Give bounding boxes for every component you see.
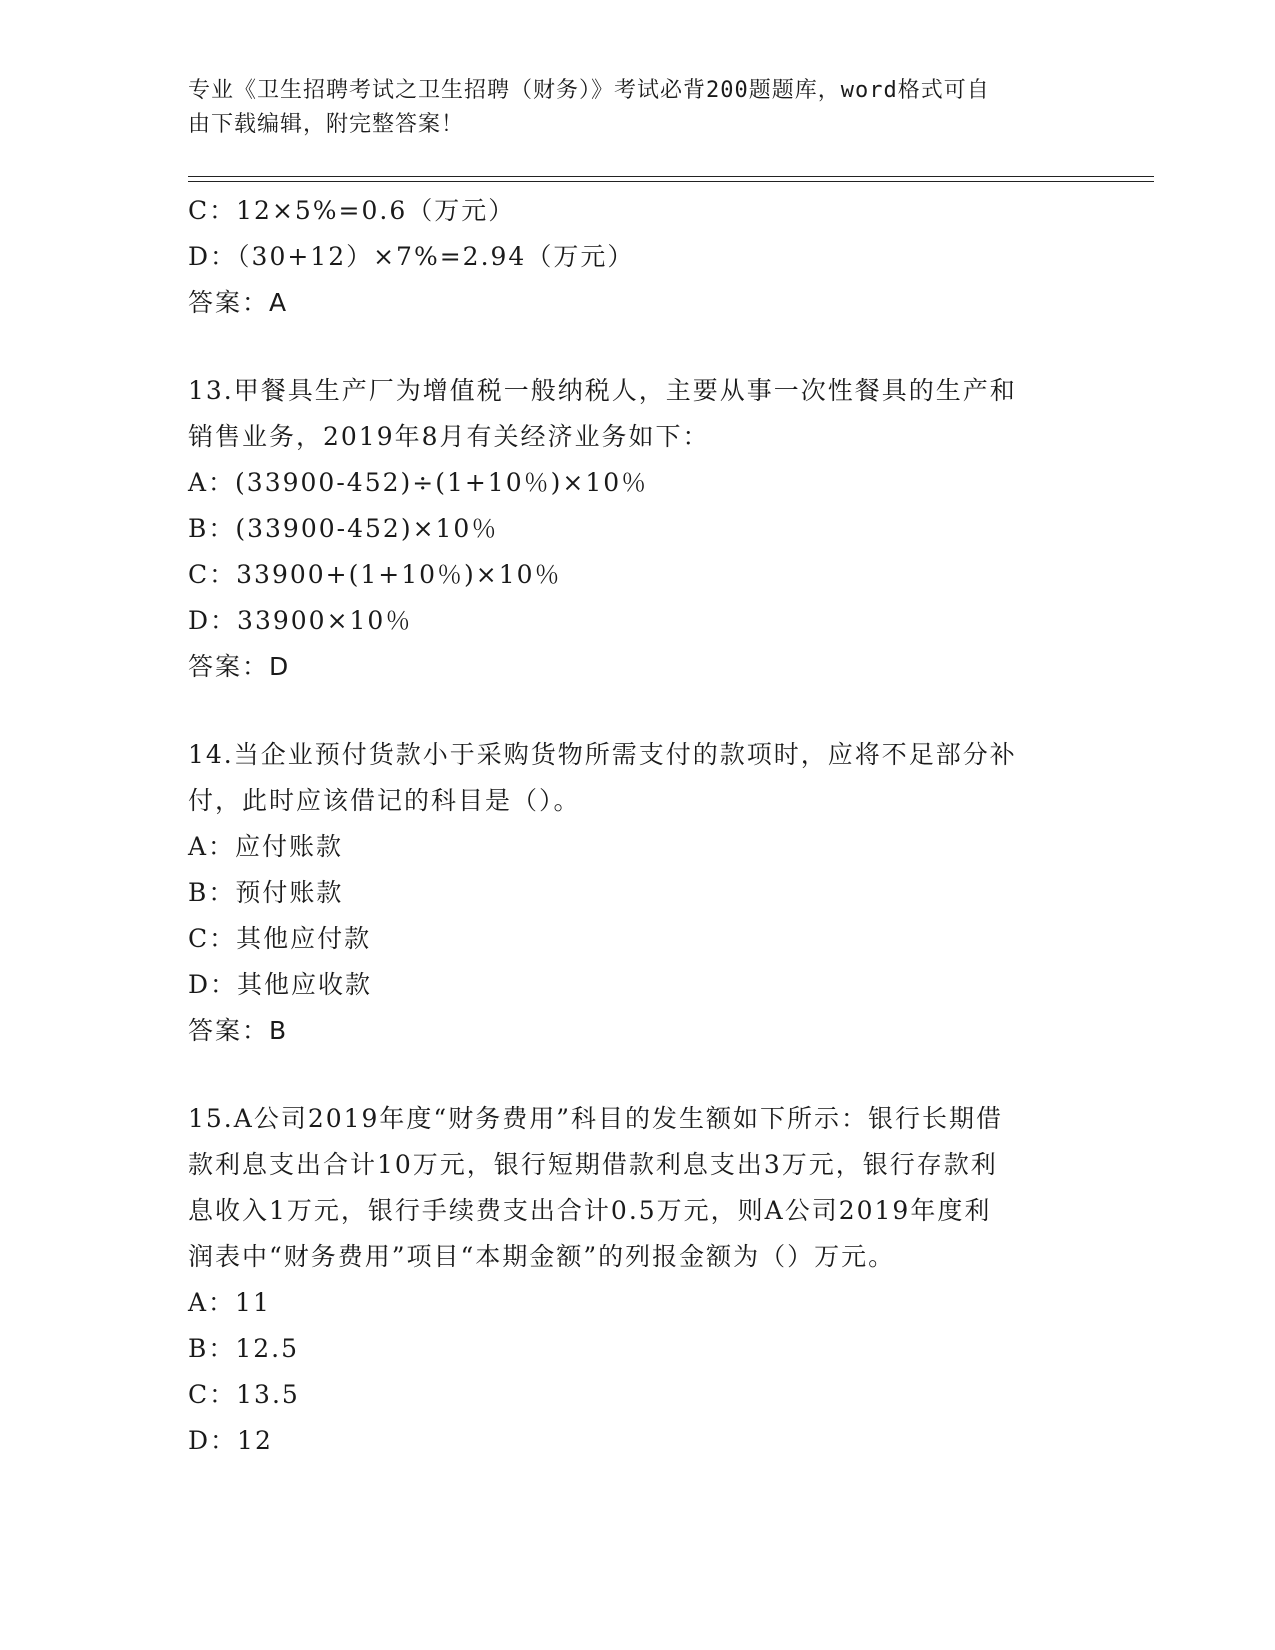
question-stem: 润表中“财务费用”项目“本期金额”的列报金额为（）万元。 (188, 1242, 896, 1271)
option-d: D：其他应收款 (188, 970, 373, 999)
header-rule-top (188, 176, 1154, 177)
question-stem: 14.当企业预付货款小于采购货物所需支付的款项时，应将不足部分补 (188, 740, 1017, 769)
document-body (188, 188, 1088, 1464)
question-stem: 款利息支出合计10万元，银行短期借款利息支出3万元，银行存款利 (188, 1150, 998, 1179)
header-rule-bottom (188, 181, 1154, 182)
question-stem: 销售业务，2019年8月有关经济业务如下： (188, 422, 710, 451)
answer: 答案：D (188, 652, 291, 681)
question-stem: 13.甲餐具生产厂为增值税一般纳税人，主要从事一次性餐具的生产和 (188, 376, 1017, 405)
document-header (188, 74, 1068, 142)
answer: 答案：B (188, 1016, 289, 1045)
option-a: A：应付账款 (188, 832, 344, 861)
header-line-2: 由下载编辑，附完整答案！ (188, 112, 465, 137)
option-c: C：12×5%=0.6（万元） (188, 196, 516, 225)
previous-question-tail (188, 188, 1088, 326)
question-stem: 15.A公司2019年度“财务费用”科目的发生额如下所示：银行长期借 (188, 1104, 1003, 1133)
header-line-1: 专业《卫生招聘考试之卫生招聘（财务）》考试必背200题题库，word格式可自 (188, 78, 990, 103)
option-a: A：11 (188, 1288, 271, 1317)
question-stem: 息收入1万元，银行手续费支出合计0.5万元，则A公司2019年度利 (188, 1196, 992, 1225)
option-d: D：（30+12）×7%=2.94（万元） (188, 242, 635, 271)
option-d: D：12 (188, 1426, 273, 1455)
option-c: C：其他应付款 (188, 924, 372, 953)
option-b: B：预付账款 (188, 878, 344, 907)
option-b: B：(33900-452)×10％ (188, 514, 499, 543)
option-c: C：33900+(1+10％)×10％ (188, 560, 562, 589)
answer: 答案：A (188, 288, 289, 317)
question-14 (188, 732, 1088, 1054)
option-a: A：(33900-452)÷(1+10％)×10％ (188, 468, 649, 497)
question-15 (188, 1096, 1088, 1464)
option-c: C：13.5 (188, 1380, 300, 1409)
question-13 (188, 368, 1088, 690)
question-stem: 付，此时应该借记的科目是（）。 (188, 786, 581, 815)
option-d: D：33900×10％ (188, 606, 413, 635)
option-b: B：12.5 (188, 1334, 300, 1363)
